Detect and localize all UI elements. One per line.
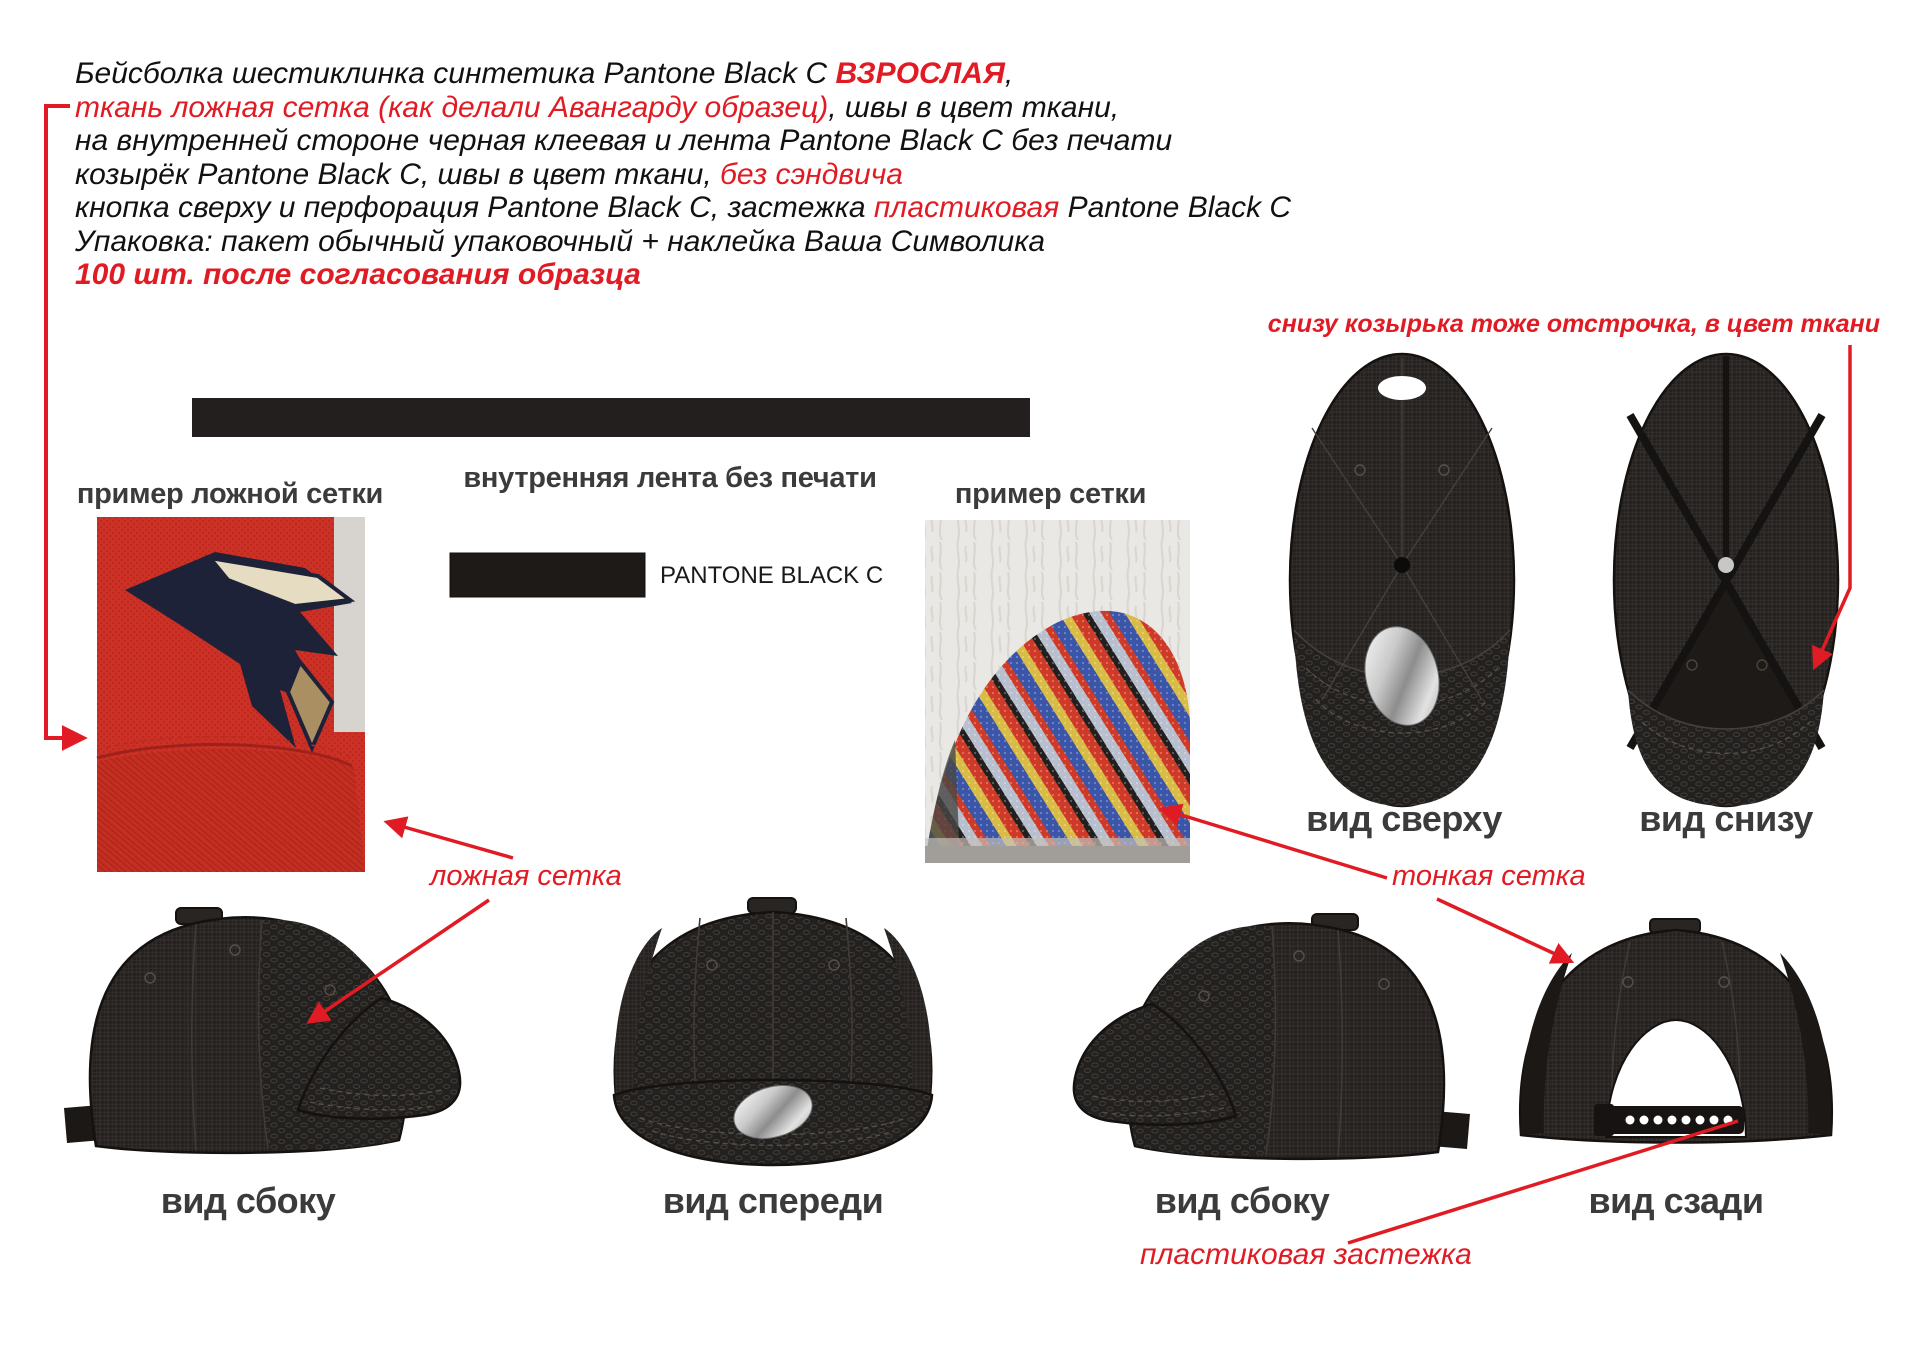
cap-top-view-drawing xyxy=(1290,354,1514,806)
cap-front-view-drawing xyxy=(614,898,932,1165)
mesh-photo xyxy=(925,520,1190,863)
label-false-mesh-sample: пример ложной сетки xyxy=(76,478,384,510)
label-pantone-swatch: PANTONE BLACK C xyxy=(660,562,884,589)
spec-line-3: на внутренней стороне черная клеевая и лента Pantone Black C без печати xyxy=(75,124,1173,157)
view-label-bottom: вид снизу xyxy=(1639,798,1813,839)
view-label-side-right: вид сбоку xyxy=(1154,1180,1330,1221)
false-mesh-arrow-to-photo xyxy=(390,823,513,858)
top-button-hole xyxy=(1378,376,1426,400)
annotation-plastic-clasp: пластиковая застежка xyxy=(1140,1238,1472,1271)
annotation-visor-stitch: снизу козырька тоже отстрочка, в цвет ткани xyxy=(1267,310,1880,338)
label-mesh-sample: пример сетки xyxy=(954,478,1147,510)
view-label-back: вид сзади xyxy=(1588,1180,1764,1221)
pantone-black-swatch xyxy=(450,553,645,597)
view-label-side-left: вид сбоку xyxy=(160,1180,336,1221)
inner-button xyxy=(1718,557,1734,573)
cap-side-view-drawing xyxy=(64,908,460,1153)
annotation-false-mesh: ложная сетка xyxy=(430,860,622,892)
black-divider-bar xyxy=(192,398,1030,437)
spec-line-1: Бейсболка шестиклинка синтетика Pantone Black C ВЗРОСЛАЯ, xyxy=(75,57,1014,90)
cap-back-view-drawing xyxy=(1520,919,1832,1143)
spec-line-5: кнопка сверху и перфорация Pantone Black C, застежка пластиковая Pantone Black C xyxy=(75,191,1292,224)
cap-bottom-view-drawing xyxy=(1614,354,1838,806)
thin-mesh-arrow-to-cap xyxy=(1437,899,1568,960)
cap-side-view-mirrored xyxy=(1074,914,1470,1159)
false-mesh-photo xyxy=(97,517,365,872)
top-button xyxy=(1394,557,1410,573)
spec-line-quantity: 100 шт. после согласования образца xyxy=(75,258,641,291)
annotation-thin-mesh: тонкая сетка xyxy=(1392,860,1586,892)
view-label-front: вид спереди xyxy=(662,1180,884,1221)
spec-line-4: козырёк Pantone Black C, швы в цвет ткани, без сэндвича xyxy=(75,157,903,191)
spec-line-6: Упаковка: пакет обычный упаковочный + наклейка Ваша Символика xyxy=(75,224,1046,258)
spec-line-2: ткань ложная сетка (как делали Авангарду образец), швы в цвет ткани, xyxy=(75,90,1120,124)
spec-text-block xyxy=(75,57,1291,292)
view-label-top: вид сверху xyxy=(1306,798,1502,839)
label-inner-tape: внутренняя лента без печати xyxy=(463,462,877,494)
